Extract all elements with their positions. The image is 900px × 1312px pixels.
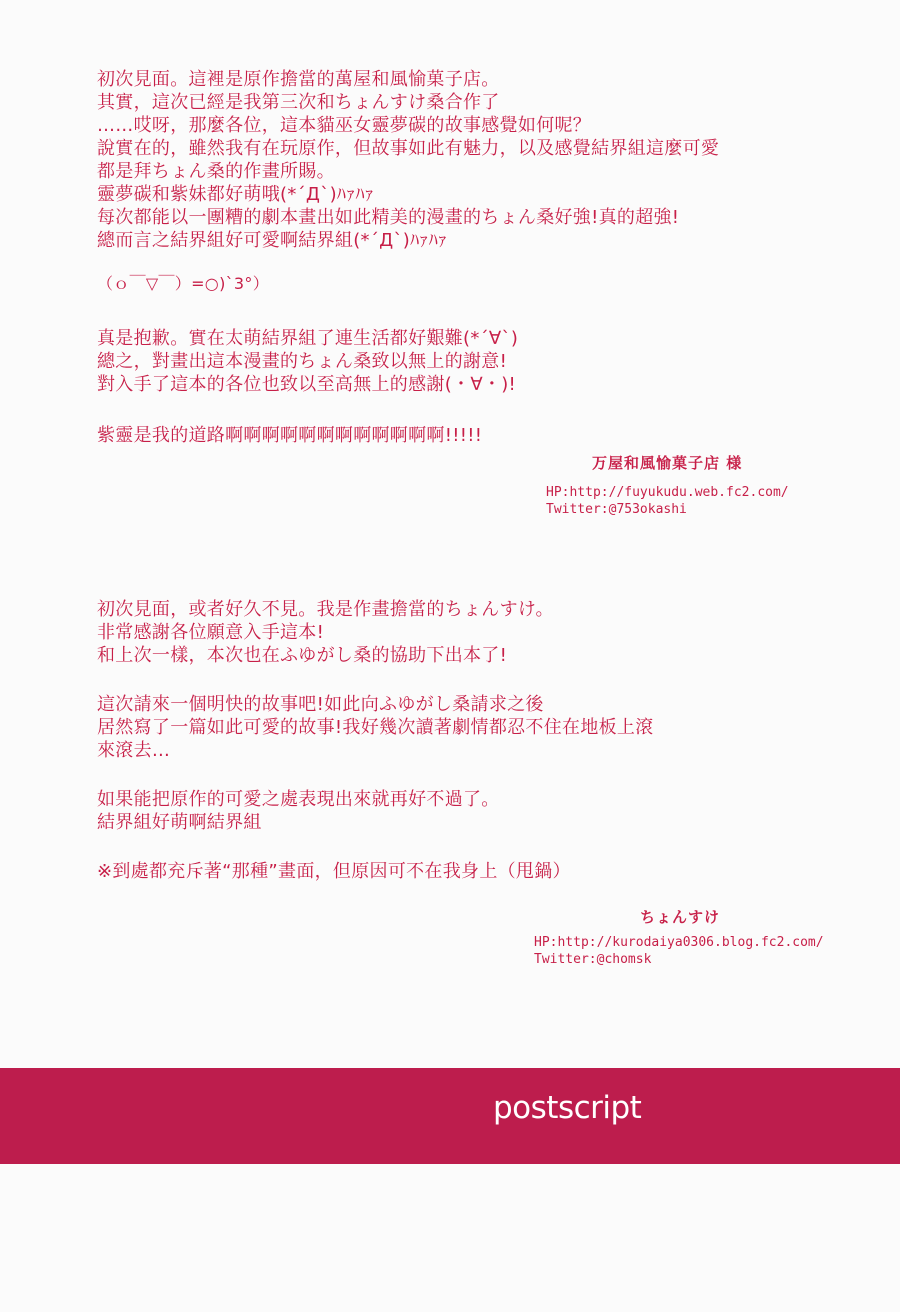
writer-signature: 万屋和風愉菓子店 様 — [592, 454, 743, 472]
text-line: 都是拜ちょん桑的作畫所賜。 — [97, 161, 335, 182]
text-line: 說實在的，雖然我有在玩原作，但故事如此有魅力，以及感覺結界組這麼可愛 — [97, 138, 720, 159]
text-line: 每次都能以一團糟的劇本畫出如此精美的漫畫的ちょん桑好強!真的超強! — [97, 207, 680, 228]
text-line: 非常感謝各位願意入手這本! — [97, 622, 325, 643]
text-line: 如果能把原作的可愛之處表現出來就再好不過了。 — [97, 789, 500, 810]
artist-twitter[interactable]: Twitter:@chomsk — [534, 952, 652, 967]
artist-contact — [534, 934, 824, 968]
text-line: 其實，這次已經是我第三次和ちょんすけ桑合作了 — [97, 92, 500, 113]
text-line: 紫靈是我的道路啊啊啊啊啊啊啊啊啊啊啊啊!!!!! — [97, 425, 483, 446]
artist-hp-link[interactable]: HP:http://kurodaiya0306.blog.fc2.com/ — [534, 935, 824, 950]
text-line: 結界組好萌啊結界組 — [97, 812, 262, 833]
text-line: 這次請來一個明快的故事吧!如此向ふゆがし桑請求之後 — [97, 694, 544, 715]
text-line: 真是抱歉。實在太萌結界組了連生活都好艱難(*´∀`) — [97, 328, 519, 349]
text-line: 總之，對畫出這本漫畫的ちょん桑致以無上的謝意! — [97, 351, 508, 372]
writer-contact — [546, 484, 789, 518]
text-line: 對入手了這本的各位也致以至高無上的感謝(・∀・)! — [97, 374, 517, 395]
text-line: 總而言之結界組好可愛啊結界組(*´Д`)ﾊｧﾊｧ — [97, 230, 448, 251]
afterword-artist — [97, 598, 857, 883]
text-line: ※到處都充斥著“那種”畫面，但原因可不在我身上（甩鍋） — [97, 861, 571, 882]
line-gap — [97, 396, 857, 424]
afterword-writer — [97, 68, 857, 447]
text-line: 來滾去… — [97, 740, 171, 761]
line-gap — [97, 667, 857, 693]
footer-band — [0, 1068, 900, 1164]
line-gap — [97, 252, 857, 272]
writer-twitter[interactable]: Twitter:@753okashi — [546, 502, 687, 517]
text-line: 靈夢碳和紫妹都好萌哦(*´Д`)ﾊｧﾊｧ — [97, 184, 375, 205]
line-gap — [97, 295, 857, 327]
text-line: 初次見面，或者好久不見。我是作畫擔當的ちょんすけ。 — [97, 599, 554, 620]
text-line: 居然寫了一篇如此可愛的故事!我好幾次讀著劇情都忍不住在地板上滾 — [97, 717, 654, 738]
artist-signature: ちょんすけ — [640, 908, 721, 926]
postscript-title: postscript — [493, 1090, 642, 1126]
text-line: 和上次一樣，本次也在ふゆがし桑的協助下出本了! — [97, 645, 508, 666]
text-line: （ｏ￣▽￣）=○)`3°） — [97, 274, 269, 293]
text-line: 初次見面。這裡是原作擔當的萬屋和風愉菓子店。 — [97, 69, 500, 90]
line-gap — [97, 834, 857, 860]
line-gap — [97, 762, 857, 788]
text-line: ……哎呀，那麼各位，這本貓巫女靈夢碳的故事感覺如何呢？ — [97, 115, 592, 136]
writer-hp-link[interactable]: HP:http://fuyukudu.web.fc2.com/ — [546, 485, 789, 500]
